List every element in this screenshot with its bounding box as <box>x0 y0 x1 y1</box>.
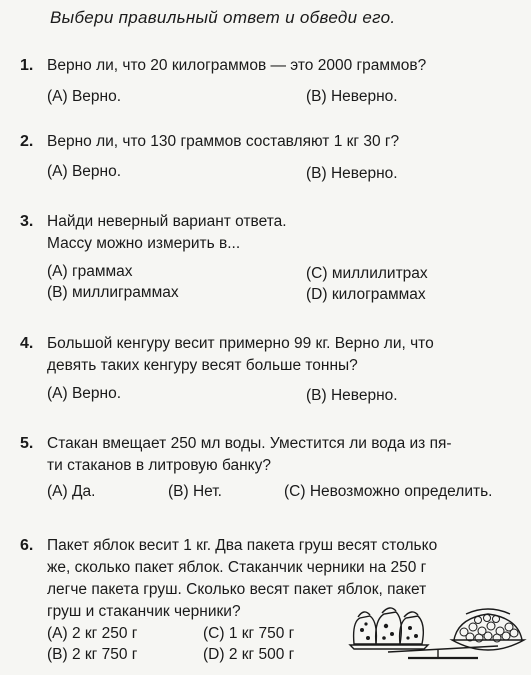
question-3-option-c[interactable]: (C) миллилитрах <box>306 265 428 282</box>
question-6-line-4: груш и стаканчик черники? <box>47 603 241 620</box>
question-3-number: 3. <box>20 213 34 230</box>
pear-bag-icon-2 <box>400 616 424 644</box>
question-3-option-d[interactable]: (D) килограммах <box>306 286 426 303</box>
question-6-option-b[interactable]: (B) 2 кг 750 г <box>47 646 138 663</box>
question-1-text <box>47 55 525 77</box>
question-4-text <box>47 333 525 377</box>
question-4-option-b[interactable]: (B) Неверно. <box>306 387 398 404</box>
question-5-option-a[interactable]: (A) Да. <box>47 483 96 500</box>
question-3-option-a[interactable]: (A) граммах <box>47 263 133 280</box>
question-4-number: 4. <box>20 335 34 352</box>
question-6-line-3: легче пакета груш. Сколько весят пакет яблок, пакет <box>47 581 427 598</box>
question-3-option-b[interactable]: (B) миллиграммах <box>47 284 179 301</box>
question-6-line-2: же, сколько пакет яблок. Стаканчик черники на 250 г <box>47 559 427 576</box>
question-2-number: 2. <box>20 133 34 150</box>
balance-scale-illustration <box>348 600 528 662</box>
question-6-option-d[interactable]: (D) 2 кг 500 г <box>203 646 295 663</box>
question-3-text <box>47 211 525 255</box>
question-4-line-1: Большой кенгуру весит примерно 99 кг. Верно ли, что <box>47 335 434 352</box>
question-4-option-a[interactable]: (A) Верно. <box>47 385 122 402</box>
question-3-line-1: Найди неверный вариант ответа. <box>47 213 287 230</box>
question-1-line-1: Верно ли, что 20 килограммов — это 2000 граммов? <box>47 57 427 74</box>
question-3-line-2: Массу можно измерить в... <box>47 235 241 252</box>
question-6-number: 6. <box>20 537 34 554</box>
question-2-text <box>47 131 525 153</box>
question-5-number: 5. <box>20 435 34 452</box>
question-2-option-b[interactable]: (B) Неверно. <box>306 165 398 182</box>
question-1-option-b[interactable]: (B) Неверно. <box>306 88 398 105</box>
question-5-option-b[interactable]: (B) Нет. <box>168 483 222 500</box>
question-5-text <box>47 433 525 477</box>
question-5-option-c[interactable]: (C) Невозможно определить. <box>284 483 493 500</box>
question-6-option-c[interactable]: (C) 1 кг 750 г <box>203 625 295 642</box>
question-5-line-1: Стакан вмещает 250 мл воды. Уместится ли вода из пя- <box>47 435 452 452</box>
question-5-line-2: ти стаканов в литровую банку? <box>47 457 272 474</box>
apple-bag-icon <box>376 612 402 644</box>
question-4-line-2: девять таких кенгуру весят больше тонны? <box>47 357 358 374</box>
question-1-number: 1. <box>20 57 34 74</box>
pear-bag-icon <box>354 616 377 644</box>
question-6-line-1: Пакет яблок весит 1 кг. Два пакета груш весят столько <box>47 537 438 554</box>
instruction-title: Выбери правильный ответ и обведи его. <box>50 8 396 27</box>
question-2-option-a[interactable]: (A) Верно. <box>47 163 122 180</box>
question-1-option-a[interactable]: (A) Верно. <box>47 88 122 105</box>
question-2-line-1: Верно ли, что 130 граммов составляют 1 кг 30 г? <box>47 133 400 150</box>
question-6-option-a[interactable]: (A) 2 кг 250 г <box>47 625 138 642</box>
